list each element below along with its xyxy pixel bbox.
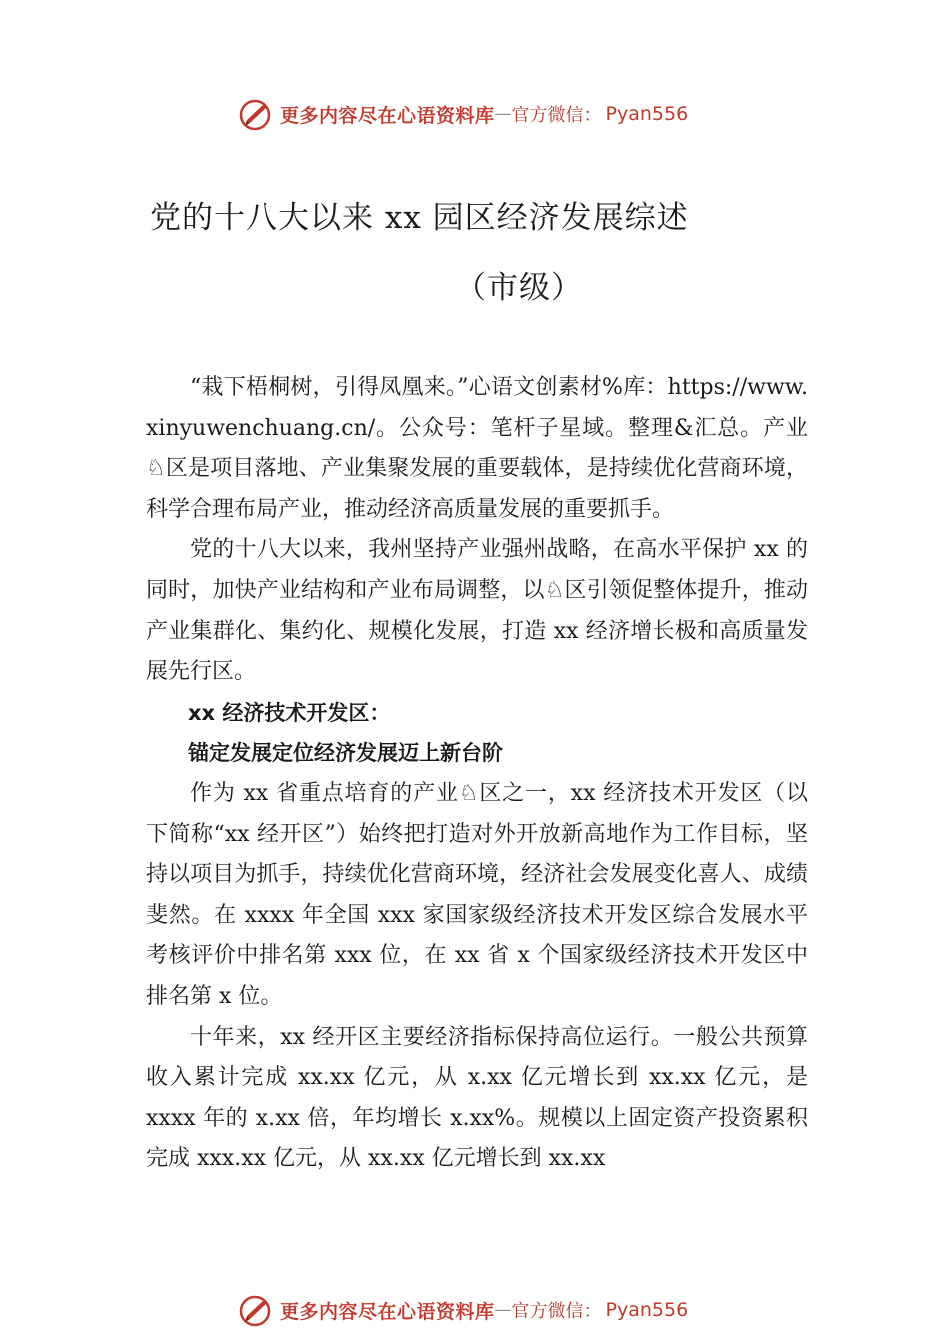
paragraph: “栽下梧桐树，引得凤凰来。”心语文创素材%库：https://www.xinyuwenchuang.cn/。公众号：笔杆子星域。整理&汇总。产业♘区是项目落地、产业集聚发展的重要载体，是持续优化营商环境，科学合理布局产业，推动经济高质量发展的重要抓手。 (146, 375, 808, 522)
logo-icon (238, 1292, 274, 1328)
section-heading: xx 经济技术开发区： (188, 700, 391, 725)
banner-text: 更多内容尽在心语资料库 (280, 1300, 495, 1323)
banner-separator: — (494, 1300, 512, 1320)
banner-separator: — (494, 104, 512, 124)
footer-banner (238, 1290, 758, 1330)
banner-label: 官方微信： (511, 105, 602, 126)
banner-text: 更多内容尽在心语资料库 (280, 104, 495, 127)
logo-icon (238, 96, 274, 132)
header-banner (238, 94, 758, 134)
document-body (146, 368, 808, 1180)
banner-label: 官方微信： (511, 1301, 602, 1322)
paragraph: 十年来，xx 经开区主要经济指标保持高位运行。一般公共预算收入累计完成 xx.xx 亿元，从 x.xx 亿元增长到 xx.xx 亿元，是 xxxx 年的 x.xx 倍，年均增长 x.xx%。规模以上固定资产投资累积完成 xxx.xx 亿元，从 xx.xx 亿元增长到 xx.xx (146, 1024, 808, 1172)
banner-wechat-id: Pyan556 (605, 1299, 689, 1321)
document-subtitle: （市级） (455, 270, 583, 306)
paragraph: 党的十八大以来，我州坚持产业强州战略，在高水平保护 xx 的同时，加快产业结构和产业布局调整，以♘区引领促整体提升，推动产业集群化、集约化、规模化发展，打造 xx 经济增长极和高质量发展先行区。 (146, 537, 808, 685)
section-subheading: 锚定发展定位经济发展迈上新台阶 (188, 741, 503, 766)
document-title: 党的十八大以来 xx 园区经济发展综述 (150, 200, 689, 236)
paragraph: 作为 xx 省重点培育的产业♘区之一，xx 经济技术开发区（以下简称“xx 经开区”）始终把打造对外开放新高地作为工作目标，坚持以项目为抓手，持续优化营商环境，经济社会发展变化喜人、成绩斐然。在 xxxx 年全国 xxx 家国家级经济技术开发区综合发展水平考核评价中排名第 xxx 位，在 xx 省 x 个国家级经济技术开发区中排名第 x 位。 (146, 780, 808, 1009)
banner-wechat-id: Pyan556 (605, 103, 689, 125)
